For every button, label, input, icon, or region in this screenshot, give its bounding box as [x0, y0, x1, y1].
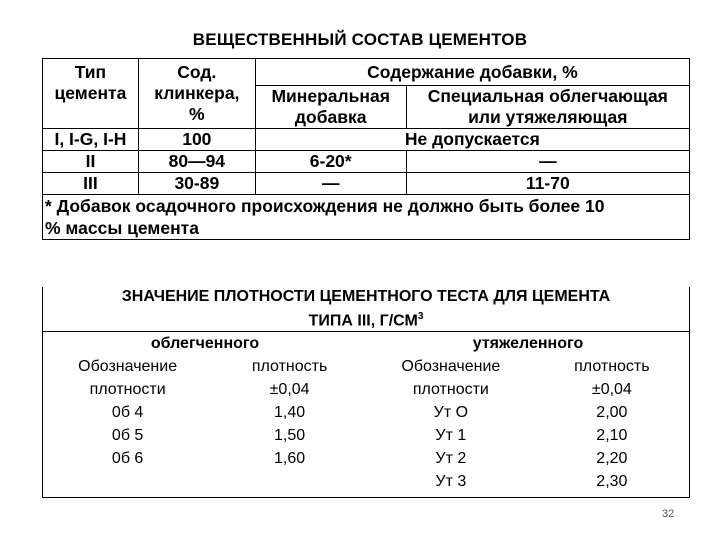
heavy-cement-header: утяжеленного — [367, 332, 690, 356]
light-density: 1,50 — [274, 427, 306, 445]
heavy-density: 2,00 — [535, 401, 690, 424]
cement-composition-table — [42, 58, 690, 240]
table-row — [43, 401, 690, 424]
heavy-density: 2,10 — [535, 424, 690, 447]
heavy-code: Ут 3 — [367, 470, 535, 498]
page-number: 32 — [662, 508, 675, 520]
density-table-title: ЗНАЧЕНИЕ ПЛОТНОСТИ ЦЕМЕНТНОГО ТЕСТА ДЛЯ ЦЕМЕНТА ТИПА III, $Г/СМ^3$ — [43, 287, 690, 332]
cell-mineral: 6-20* — [255, 151, 406, 173]
footnote: * Добавок осадочного происхождения не должно быть более 10 % массы цемента — [43, 195, 690, 240]
header-clinker-content: Сод. клинкера, % — [138, 59, 255, 129]
heavy-designation-header: Обозначение плотности — [401, 358, 501, 399]
cell-special: 11-70 — [406, 173, 689, 195]
light-density-header: плотность ±0,04 — [251, 358, 328, 399]
table-row — [43, 151, 690, 173]
cell-type: III — [43, 173, 139, 195]
header-special-additive: Специальная облегчающая или утяжеляющая — [406, 86, 689, 129]
cell-clinker: 80—94 — [138, 151, 255, 173]
header-cement-type: Тип цемента — [43, 59, 139, 129]
light-code: 0б 4 — [43, 401, 213, 424]
cell-mineral: — — [255, 173, 406, 195]
heavy-code: Ут 1 — [435, 427, 467, 445]
table-row — [43, 447, 690, 470]
light-cement-header: облегченного — [43, 332, 367, 356]
cell-clinker: 100 — [138, 129, 255, 151]
light-code: 0б 6 — [43, 447, 213, 470]
light-code: 0б 5 — [43, 424, 213, 447]
table-row — [43, 470, 690, 498]
header-additive-content: Содержание добавки, % — [255, 59, 689, 86]
heavy-code: Ут О — [433, 404, 469, 422]
cell-clinker: 30-89 — [138, 173, 255, 195]
light-density: 1,40 — [274, 404, 306, 422]
cement-density-table — [42, 287, 690, 498]
heavy-code: Ут 2 — [435, 450, 467, 468]
cell-special: — — [406, 151, 689, 173]
header-mineral-additive: Минеральная добавка — [255, 86, 406, 129]
cell-not-allowed: Не допускается — [255, 129, 689, 151]
page-title: ВЕЩЕСТВЕННЫЙ СОСТАВ ЦЕМЕНТОВ — [192, 30, 528, 49]
light-designation-header: Обозначение плотности — [43, 355, 213, 401]
heavy-density: 2,30 — [535, 470, 690, 498]
light-density: 1,60 — [274, 450, 306, 468]
heavy-density-header: плотность ±0,04 — [535, 355, 690, 401]
table-row — [43, 424, 690, 447]
table-row — [43, 173, 690, 195]
cell-type: I, I-G, I-H — [43, 129, 139, 151]
heavy-density: 2,20 — [535, 447, 690, 470]
table-row — [43, 129, 690, 151]
cell-type: II — [43, 151, 139, 173]
